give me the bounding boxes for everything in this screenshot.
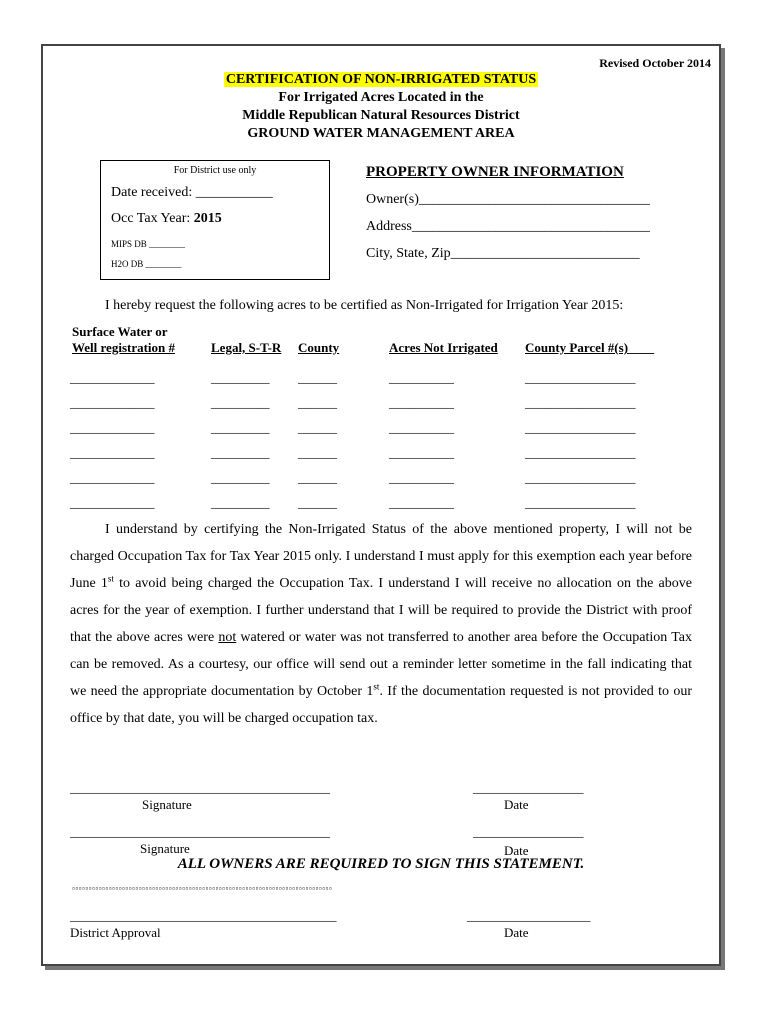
col-header-legal: Legal, S-T-R: [211, 340, 282, 355]
signature-label-1: Signature: [142, 797, 192, 812]
col-header-acres: Acres Not Irrigated: [389, 340, 498, 355]
city-state-zip-field[interactable]: City, State, Zip___________________________: [366, 246, 640, 261]
owners-field[interactable]: Owner(s)_________________________________: [366, 192, 650, 207]
owner-info-heading: PROPERTY OWNER INFORMATION: [366, 164, 624, 180]
statement-sup-2: st: [373, 681, 380, 692]
district-use-box: [100, 160, 330, 280]
col-header-parcel: [525, 340, 654, 356]
acres-blank[interactable]: __________: [389, 445, 454, 460]
county-blank[interactable]: ______: [298, 470, 337, 485]
legal-str-blank[interactable]: _________: [211, 420, 270, 435]
county-blank[interactable]: ______: [298, 370, 337, 385]
statement-part-1: I understand by certifying the Non-Irrigated Status of the above mentioned property, I will not be charged Occupation Tax for Tax Year 2015 only. I understand I must apply for this exemption each year before June 1: [70, 522, 692, 591]
county-blank[interactable]: ______: [298, 445, 337, 460]
district-approval-line[interactable]: _________________________________________: [70, 908, 337, 923]
col-header-parcel-tail: ____: [628, 340, 655, 355]
col-header-county: County: [298, 340, 340, 355]
request-statement: I hereby request the following acres to be certified as Non-Irrigated for Irrigation Year 2015:: [105, 298, 624, 313]
statement-part-3: watered or water was not transferred to another area before the Occupation Tax can be removed. As a courtesy, our office will send out a reminder letter sometime in the fall indicating that we need the appropriate documentation by October 1: [70, 630, 692, 699]
well-registration-blank[interactable]: _____________: [70, 370, 155, 385]
signature-label-2: Signature: [140, 841, 190, 856]
document-title: CERTIFICATION OF NON-IRRIGATED STATUS: [225, 72, 537, 87]
occ-tax-year-value: 2015: [193, 211, 222, 226]
col-header-parcel-label: County Parcel #(s): [525, 340, 629, 355]
county-blank[interactable]: ______: [298, 395, 337, 410]
address-field[interactable]: Address__________________________________: [366, 219, 650, 234]
legal-str-blank[interactable]: _________: [211, 395, 270, 410]
legal-str-blank[interactable]: _________: [211, 370, 270, 385]
parcel-blank[interactable]: _________________: [525, 420, 636, 435]
mips-db-field[interactable]: MIPS DB ________: [111, 239, 186, 249]
subtitle-line-3: GROUND WATER MANAGEMENT AREA: [247, 126, 515, 141]
district-approval-label: District Approval: [70, 925, 161, 940]
document-page: [41, 44, 721, 966]
parcel-blank[interactable]: _________________: [525, 370, 636, 385]
statement-not: not: [218, 630, 237, 645]
signature-line-1[interactable]: ________________________________________: [70, 780, 330, 795]
well-registration-blank[interactable]: _____________: [70, 495, 155, 510]
statement-part-4: . If the documentation requested is not provided to our office by that date, you will be charged occupation tax.: [70, 684, 692, 726]
acres-blank[interactable]: __________: [389, 395, 454, 410]
approval-date-line[interactable]: ___________________: [467, 908, 591, 923]
well-registration-blank[interactable]: _____________: [70, 470, 155, 485]
occ-tax-year-field: [111, 211, 222, 227]
h2o-db-field[interactable]: H2O DB ________: [111, 259, 182, 269]
col-header-well-line1: Surface Water or: [72, 324, 168, 339]
date-label-2: Date: [504, 843, 529, 858]
occ-tax-label: Occ Tax Year:: [111, 211, 194, 226]
all-owners-notice: ALL OWNERS ARE REQUIRED TO SIGN THIS STATEMENT.: [177, 856, 585, 872]
acres-blank[interactable]: __________: [389, 495, 454, 510]
title-block: [43, 71, 719, 143]
well-registration-blank[interactable]: _____________: [70, 420, 155, 435]
legal-str-blank[interactable]: _________: [211, 470, 270, 485]
col-header-well-line2: Well registration #: [72, 340, 176, 355]
certification-statement: [70, 516, 692, 732]
county-blank[interactable]: ______: [298, 495, 337, 510]
approval-date-label: Date: [504, 925, 529, 940]
well-registration-blank[interactable]: _____________: [70, 445, 155, 460]
statement-part-2: to avoid being charged the Occupation Tax. I understand I will receive no allocation on the above acres for the year of exemption. I further understand that I will be required to provide the District with proof that the above acres were: [70, 576, 692, 645]
parcel-blank[interactable]: _________________: [525, 445, 636, 460]
parcel-blank[interactable]: _________________: [525, 395, 636, 410]
acres-blank[interactable]: __________: [389, 420, 454, 435]
signature-line-2[interactable]: ________________________________________: [70, 824, 330, 839]
date-line-2[interactable]: _________________: [473, 824, 584, 839]
date-line-1[interactable]: _________________: [473, 780, 584, 795]
col-header-well-registration: [72, 324, 175, 356]
parcel-blank[interactable]: _________________: [525, 495, 636, 510]
legal-str-blank[interactable]: _________: [211, 445, 270, 460]
date-label-1: Date: [504, 797, 529, 812]
well-registration-blank[interactable]: _____________: [70, 395, 155, 410]
county-blank[interactable]: ______: [298, 420, 337, 435]
legal-str-blank[interactable]: _________: [211, 495, 270, 510]
subtitle-line-2: Middle Republican Natural Resources District: [242, 108, 520, 123]
parcel-blank[interactable]: _________________: [525, 470, 636, 485]
date-received-field[interactable]: Date received: ___________: [111, 185, 273, 200]
acres-blank[interactable]: __________: [389, 470, 454, 485]
statement-sup-1: st: [107, 573, 114, 584]
revised-date: Revised October 2014: [599, 56, 711, 70]
separator-line: ▫▫▫▫▫▫▫▫▫▫▫▫▫▫▫▫▫▫▫▫▫▫▫▫▫▫▫▫▫▫▫▫▫▫▫▫▫▫▫▫▫▫▫▫▫▫▫▫▫▫▫▫▫▫▫▫▫▫▫▫▫▫▫▫▫▫▫▫▫▫▫▫▫▫▫▫▫▫: [72, 884, 333, 893]
acres-blank[interactable]: __________: [389, 370, 454, 385]
subtitle-line-1: For Irrigated Acres Located in the: [278, 90, 484, 105]
district-box-header: For District use only: [173, 165, 257, 176]
